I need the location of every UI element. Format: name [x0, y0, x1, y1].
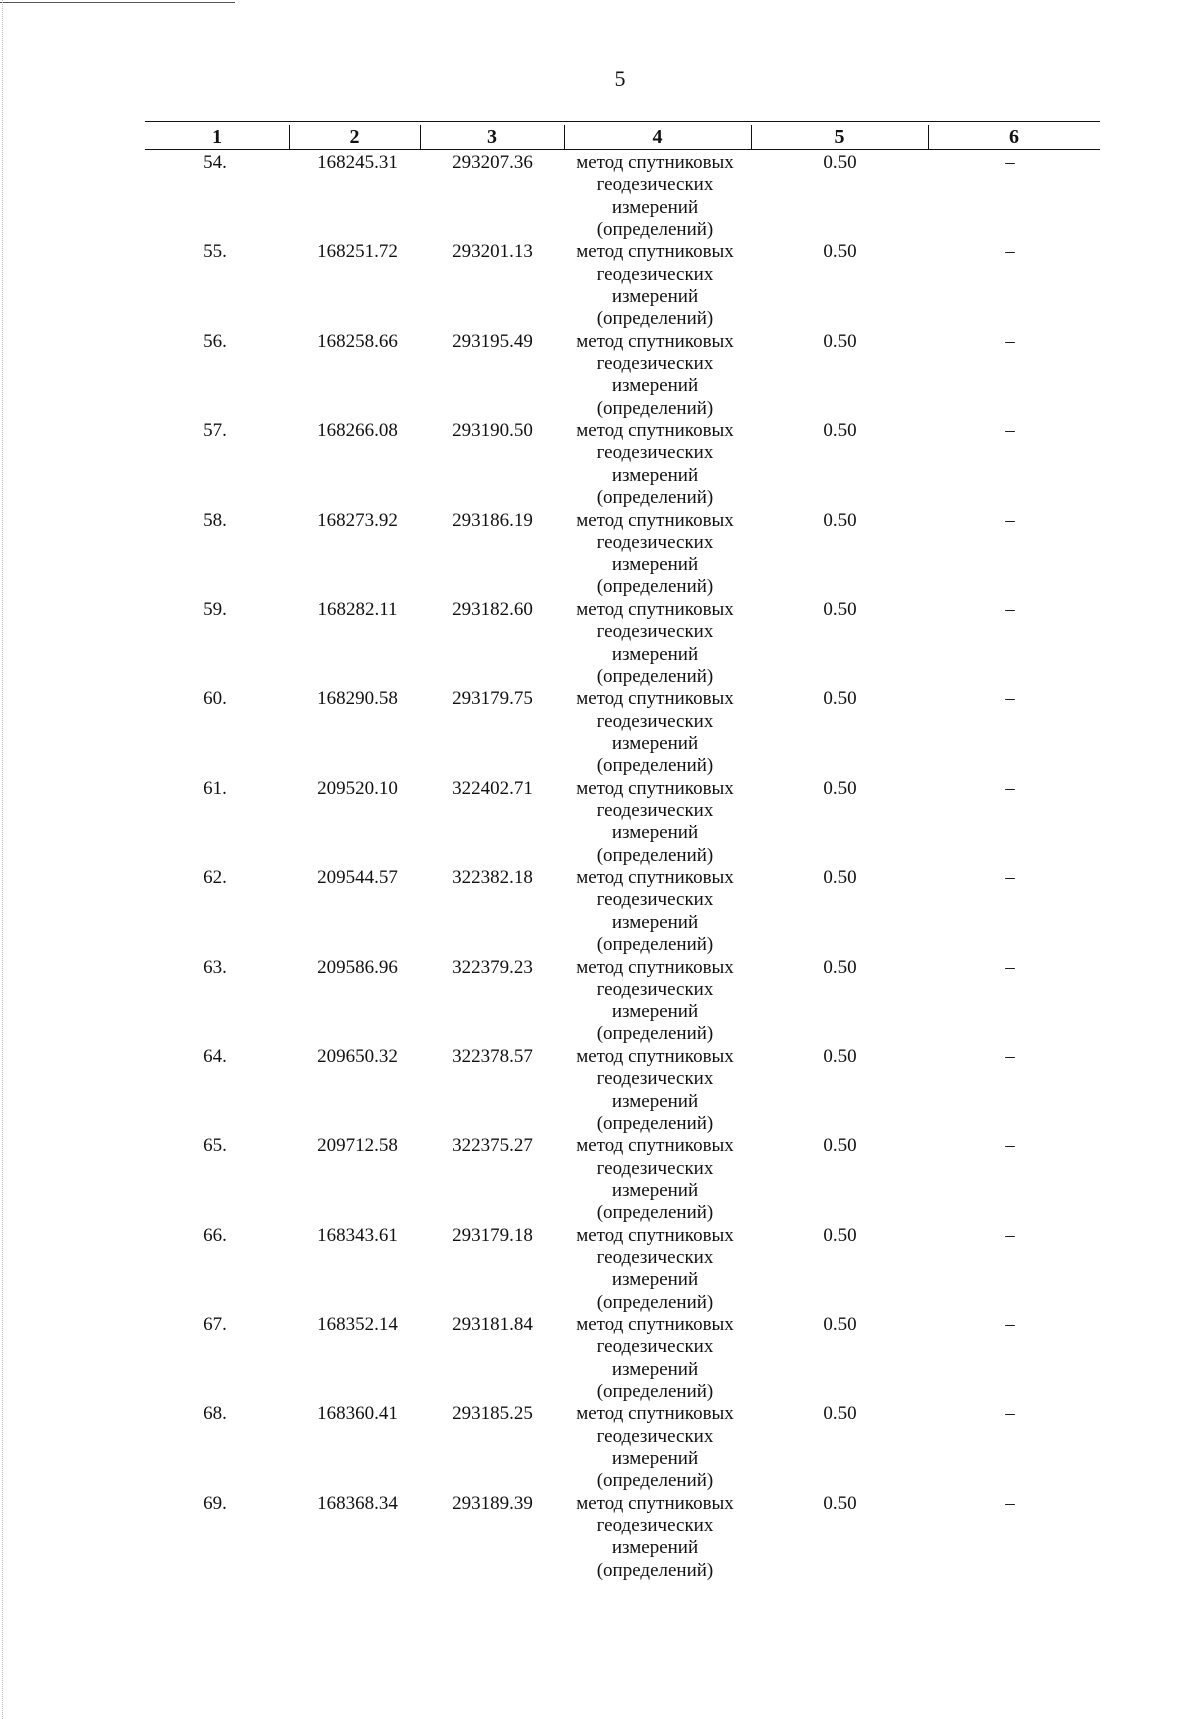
- method-line: (определений): [596, 1559, 714, 1581]
- x-coordinate: 168245.31: [317, 152, 398, 173]
- y-coordinate: 293195.49: [452, 330, 533, 352]
- method-line: метод спутниковых: [576, 598, 734, 620]
- method-line: измерений: [611, 1358, 699, 1380]
- y-coordinate: 293207.36: [452, 152, 533, 173]
- note-dash: –: [1005, 1224, 1015, 1246]
- x-coordinate: 168290.58: [317, 688, 398, 710]
- method-line: метод спутниковых: [576, 956, 734, 978]
- point-number: 65.: [203, 1135, 227, 1157]
- x-coordinate: 168266.08: [317, 420, 398, 442]
- method-line: метод спутниковых: [576, 241, 734, 263]
- method-line: измерений: [611, 285, 699, 307]
- note-dash: –: [1005, 152, 1015, 173]
- table-row: [0, 241, 1200, 330]
- method-description: [560, 867, 750, 956]
- point-number: 62.: [203, 867, 227, 889]
- y-coordinate: 293190.50: [452, 420, 533, 442]
- method-description: [560, 1046, 750, 1135]
- method-line: измерений: [611, 1537, 699, 1559]
- accuracy-value: 0.50: [823, 1403, 857, 1425]
- y-coordinate: 293189.39: [452, 1492, 533, 1514]
- y-coordinate: 293182.60: [452, 598, 533, 620]
- table-row: [0, 152, 1200, 241]
- table-row: [0, 778, 1200, 867]
- x-coordinate: 209544.57: [317, 867, 398, 889]
- table-row: [0, 688, 1200, 777]
- method-line: измерений: [611, 375, 699, 397]
- point-number: 68.: [203, 1403, 227, 1425]
- y-coordinate: 293181.84: [452, 1314, 533, 1336]
- point-number: 58.: [203, 509, 227, 531]
- method-line: (определений): [596, 1023, 714, 1045]
- point-number: 54.: [203, 152, 227, 173]
- accuracy-value: 0.50: [823, 688, 857, 710]
- method-line: измерений: [611, 732, 699, 754]
- method-line: метод спутниковых: [576, 1492, 734, 1514]
- method-description: [560, 241, 750, 330]
- method-line: геодезических: [596, 889, 714, 911]
- point-number: 63.: [203, 956, 227, 978]
- point-number: 55.: [203, 241, 227, 263]
- table-row: [0, 420, 1200, 509]
- accuracy-value: 0.50: [823, 1314, 857, 1336]
- table-row: [0, 510, 1200, 599]
- x-coordinate: 209520.10: [317, 777, 398, 799]
- table-row: [0, 1046, 1200, 1135]
- method-line: (определений): [596, 665, 714, 687]
- point-number: 64.: [203, 1045, 227, 1067]
- note-dash: –: [1005, 420, 1015, 442]
- method-description: [560, 957, 750, 1046]
- y-coordinate: 293179.75: [452, 688, 533, 710]
- note-dash: –: [1005, 1403, 1015, 1425]
- column-header-1: 1: [212, 126, 222, 148]
- point-number: 67.: [203, 1314, 227, 1336]
- method-line: геодезических: [596, 978, 714, 1000]
- x-coordinate: 209650.32: [317, 1045, 398, 1067]
- note-dash: –: [1005, 241, 1015, 263]
- method-line: измерений: [611, 1448, 699, 1470]
- accuracy-value: 0.50: [823, 1135, 857, 1157]
- method-line: (определений): [596, 218, 714, 240]
- method-description: [560, 1314, 750, 1403]
- method-line: (определений): [596, 755, 714, 777]
- method-description: [560, 1225, 750, 1314]
- x-coordinate: 168360.41: [317, 1403, 398, 1425]
- method-line: измерений: [611, 554, 699, 576]
- column-header-5: 5: [834, 126, 845, 148]
- accuracy-value: 0.50: [823, 330, 857, 352]
- note-dash: –: [1005, 777, 1015, 799]
- y-coordinate: 322379.23: [452, 956, 533, 978]
- note-dash: –: [1005, 688, 1015, 710]
- x-coordinate: 168368.34: [317, 1492, 398, 1514]
- page-number: 5: [614, 66, 626, 91]
- method-line: (определений): [596, 487, 714, 509]
- x-coordinate: 168352.14: [317, 1314, 398, 1336]
- x-coordinate: 168273.92: [317, 509, 398, 531]
- accuracy-value: 0.50: [823, 777, 857, 799]
- method-description: [560, 420, 750, 509]
- y-coordinate: 293179.18: [452, 1224, 533, 1246]
- method-line: метод спутниковых: [576, 1403, 734, 1425]
- point-number: 61.: [203, 777, 227, 799]
- method-line: геодезических: [596, 1336, 714, 1358]
- accuracy-value: 0.50: [823, 1045, 857, 1067]
- accuracy-value: 0.50: [823, 509, 857, 531]
- method-line: (определений): [596, 844, 714, 866]
- note-dash: –: [1005, 1045, 1015, 1067]
- method-line: измерений: [611, 1269, 699, 1291]
- table-row: [0, 599, 1200, 688]
- accuracy-value: 0.50: [823, 1492, 857, 1514]
- y-coordinate: 322382.18: [452, 867, 533, 889]
- method-line: геодезических: [596, 621, 714, 643]
- note-dash: –: [1005, 509, 1015, 531]
- method-line: метод спутниковых: [576, 688, 734, 710]
- coordinates-table-body: [0, 152, 1200, 1582]
- table-row: [0, 331, 1200, 420]
- accuracy-value: 0.50: [823, 420, 857, 442]
- method-description: [560, 152, 750, 241]
- accuracy-value: 0.50: [823, 956, 857, 978]
- method-line: геодезических: [596, 174, 714, 196]
- method-line: метод спутниковых: [576, 1045, 734, 1067]
- method-line: метод спутниковых: [576, 1135, 734, 1157]
- method-line: геодезических: [596, 442, 714, 464]
- accuracy-value: 0.50: [823, 152, 857, 173]
- column-header-3: 3: [487, 126, 497, 148]
- x-coordinate: 168343.61: [317, 1224, 398, 1246]
- accuracy-value: 0.50: [823, 598, 857, 620]
- header-top-rule: [145, 121, 1100, 122]
- method-line: геодезических: [596, 531, 714, 553]
- note-dash: –: [1005, 330, 1015, 352]
- method-line: измерений: [611, 822, 699, 844]
- point-number: 69.: [203, 1492, 227, 1514]
- y-coordinate: 322375.27: [452, 1135, 533, 1157]
- x-coordinate: 168258.66: [317, 330, 398, 352]
- method-description: [560, 599, 750, 688]
- point-number: 66.: [203, 1224, 227, 1246]
- method-line: измерений: [611, 196, 699, 218]
- method-line: (определений): [596, 397, 714, 419]
- x-coordinate: 209712.58: [317, 1135, 398, 1157]
- y-coordinate: 293185.25: [452, 1403, 533, 1425]
- method-line: геодезических: [596, 800, 714, 822]
- accuracy-value: 0.50: [823, 1224, 857, 1246]
- column-header-4: 4: [652, 126, 663, 148]
- method-line: (определений): [596, 1291, 714, 1313]
- table-row: [0, 1225, 1200, 1314]
- note-dash: –: [1005, 956, 1015, 978]
- table-row: [0, 957, 1200, 1046]
- point-number: 60.: [203, 688, 227, 710]
- method-line: геодезических: [596, 1157, 714, 1179]
- point-number: 59.: [203, 598, 227, 620]
- method-line: метод спутниковых: [576, 509, 734, 531]
- method-line: (определений): [596, 934, 714, 956]
- method-line: измерений: [611, 911, 699, 933]
- method-line: измерений: [611, 464, 699, 486]
- method-line: метод спутниковых: [576, 777, 734, 799]
- accuracy-value: 0.50: [823, 867, 857, 889]
- method-line: метод спутниковых: [576, 1314, 734, 1336]
- method-line: (определений): [596, 1470, 714, 1492]
- method-line: измерений: [611, 1179, 699, 1201]
- x-coordinate: 168251.72: [317, 241, 398, 263]
- method-description: [560, 778, 750, 867]
- method-line: (определений): [596, 1380, 714, 1402]
- method-description: [560, 331, 750, 420]
- y-coordinate: 293201.13: [452, 241, 533, 263]
- y-coordinate: 293186.19: [452, 509, 533, 531]
- method-line: метод спутниковых: [576, 1224, 734, 1246]
- y-coordinate: 322402.71: [452, 777, 533, 799]
- method-line: метод спутниковых: [576, 420, 734, 442]
- method-description: [560, 1403, 750, 1492]
- method-line: геодезических: [596, 1068, 714, 1090]
- method-line: геодезических: [596, 353, 714, 375]
- method-line: (определений): [596, 308, 714, 330]
- table-row: [0, 1403, 1200, 1492]
- method-line: геодезических: [596, 710, 714, 732]
- method-line: измерений: [611, 1001, 699, 1023]
- table-row: [0, 1135, 1200, 1224]
- method-line: геодезических: [596, 1246, 714, 1268]
- method-description: [560, 688, 750, 777]
- table-row: [0, 867, 1200, 956]
- note-dash: –: [1005, 1492, 1015, 1514]
- x-coordinate: 209586.96: [317, 956, 398, 978]
- method-line: (определений): [596, 1202, 714, 1224]
- method-line: измерений: [611, 643, 699, 665]
- method-description: [560, 1493, 750, 1582]
- table-row: [0, 1493, 1200, 1582]
- method-line: метод спутниковых: [576, 867, 734, 889]
- point-number: 56.: [203, 330, 227, 352]
- method-line: геодезических: [596, 263, 714, 285]
- note-dash: –: [1005, 1135, 1015, 1157]
- method-line: метод спутниковых: [576, 152, 734, 173]
- column-header-6: 6: [1009, 126, 1019, 148]
- table-row: [0, 1314, 1200, 1403]
- method-line: геодезических: [596, 1515, 714, 1537]
- y-coordinate: 322378.57: [452, 1045, 533, 1067]
- note-dash: –: [1005, 867, 1015, 889]
- method-line: измерений: [611, 1090, 699, 1112]
- column-header-2: 2: [349, 126, 360, 148]
- note-dash: –: [1005, 598, 1015, 620]
- method-description: [560, 1135, 750, 1224]
- note-dash: –: [1005, 1314, 1015, 1336]
- accuracy-value: 0.50: [823, 241, 857, 263]
- method-description: [560, 510, 750, 599]
- x-coordinate: 168282.11: [317, 598, 398, 620]
- method-line: (определений): [596, 576, 714, 598]
- method-line: геодезических: [596, 1425, 714, 1447]
- method-line: (определений): [596, 1112, 714, 1134]
- scan-top-rule: [0, 2, 235, 3]
- method-line: метод спутниковых: [576, 330, 734, 352]
- point-number: 57.: [203, 420, 227, 442]
